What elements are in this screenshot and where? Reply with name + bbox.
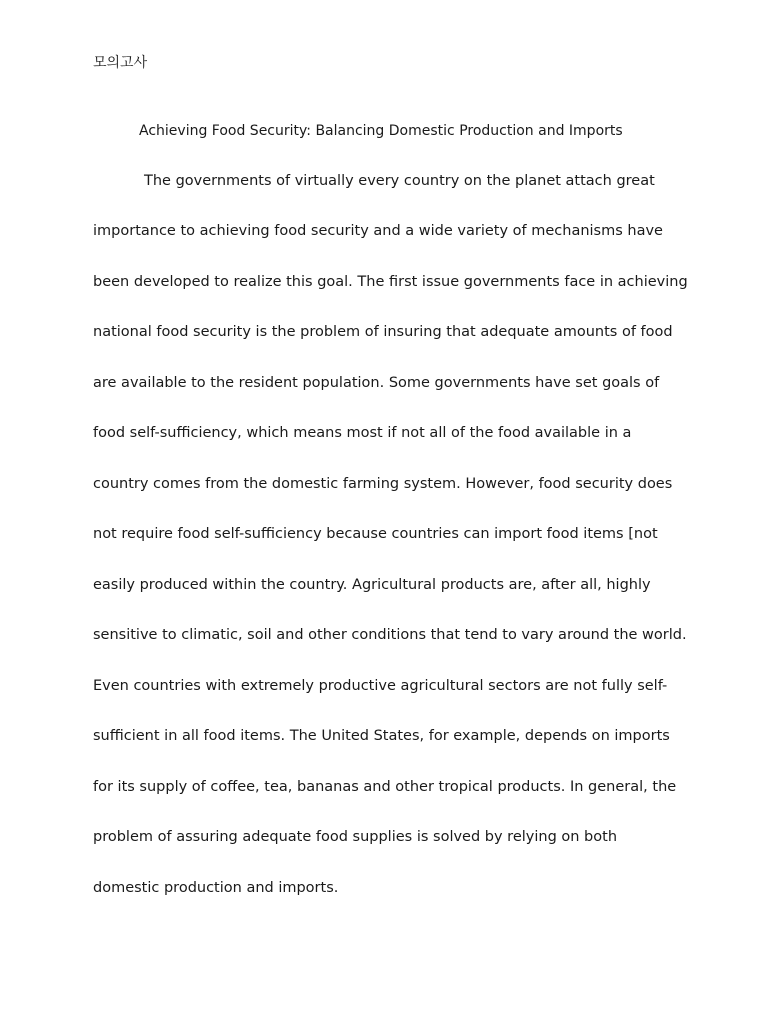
body-line-15: domestic production and imports. — [93, 880, 339, 896]
document-title: Achieving Food Security: Balancing Domestic Production and Imports — [139, 123, 623, 139]
body-line-1: The governments of virtually every country on the planet attach great — [144, 173, 655, 189]
body-line-14: problem of assuring adequate food supplies is solved by relying on both — [93, 829, 618, 845]
body-line-8: not require food self-sufficiency because countries can import food items [not — [93, 526, 658, 542]
body-line-5: are available to the resident population. Some governments have set goals of — [93, 375, 660, 391]
body-line-12: sufficient in all food items. The United States, for example, depends on imports — [93, 728, 670, 744]
body-line-3: been developed to realize this goal. The first issue governments face in achieving — [93, 274, 688, 290]
body-line-9: easily produced within the country. Agricultural products are, after all, highly — [93, 577, 651, 593]
body-line-2: importance to achieving food security and a wide variety of mechanisms have — [93, 223, 663, 239]
page-header: 모의고사 — [93, 55, 148, 71]
body-line-10: sensitive to climatic, soil and other conditions that tend to vary around the world. — [93, 627, 687, 643]
body-line-11: Even countries with extremely productive agricultural sectors are not fully self- — [93, 678, 668, 694]
body-line-7: country comes from the domestic farming system. However, food security does — [93, 476, 673, 492]
body-line-6: food self-sufficiency, which means most if not all of the food available in a — [93, 425, 632, 441]
body-line-13: for its supply of coffee, tea, bananas and other tropical products. In general, the — [93, 779, 677, 795]
body-line-4: national food security is the problem of insuring that adequate amounts of food — [93, 324, 673, 340]
